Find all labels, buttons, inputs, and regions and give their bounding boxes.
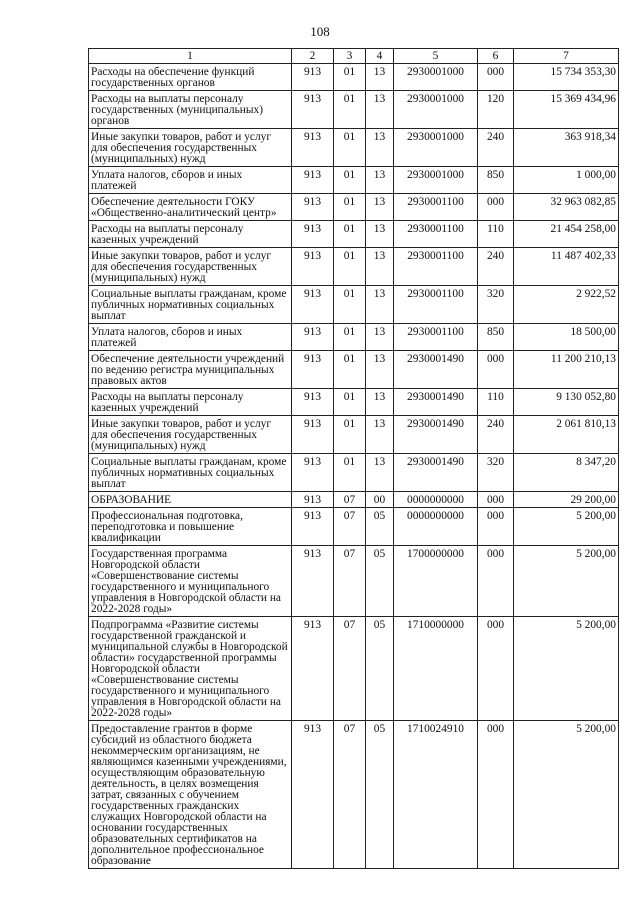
amount-cell: 1 000,00 xyxy=(514,167,619,194)
section-code-cell: 01 xyxy=(334,91,366,129)
section-code-cell: 07 xyxy=(334,492,366,508)
ministry-code-cell: 913 xyxy=(292,91,334,129)
row-name-cell: Уплата налогов, сборов и иных платежей xyxy=(89,324,292,351)
table-row xyxy=(89,721,619,869)
expense-type-cell: 000 xyxy=(478,492,514,508)
subsection-code-cell: 05 xyxy=(366,721,394,869)
row-name-cell: Социальные выплаты гражданам, кроме публичных нормативных социальных выплат xyxy=(89,454,292,492)
row-name-cell: Иные закупки товаров, работ и услуг для обеспечения государственных (муниципальных) нужд xyxy=(89,416,292,454)
ministry-code-cell: 913 xyxy=(292,546,334,617)
table-row xyxy=(89,286,619,324)
row-name-cell: Расходы на обеспечение функций государственных органов xyxy=(89,64,292,91)
ministry-code-cell: 913 xyxy=(292,389,334,416)
subsection-code-cell: 05 xyxy=(366,546,394,617)
section-code-cell: 01 xyxy=(334,194,366,221)
expense-type-cell: 240 xyxy=(478,129,514,167)
expense-type-cell: 240 xyxy=(478,248,514,286)
target-article-cell: 2930001000 xyxy=(394,167,478,194)
expense-type-cell: 000 xyxy=(478,351,514,389)
ministry-code-cell: 913 xyxy=(292,286,334,324)
table-row xyxy=(89,508,619,546)
expense-type-cell: 320 xyxy=(478,286,514,324)
table-row xyxy=(89,64,619,91)
section-code-cell: 01 xyxy=(334,64,366,91)
row-name-cell: Уплата налогов, сборов и иных платежей xyxy=(89,167,292,194)
subsection-code-cell: 13 xyxy=(366,167,394,194)
subsection-code-cell: 13 xyxy=(366,286,394,324)
amount-cell: 8 347,20 xyxy=(514,454,619,492)
target-article-cell: 2930001490 xyxy=(394,389,478,416)
table-row xyxy=(89,454,619,492)
ministry-code-cell: 913 xyxy=(292,194,334,221)
column-header: 5 xyxy=(394,49,478,64)
target-article-cell: 1710024910 xyxy=(394,721,478,869)
subsection-code-cell: 13 xyxy=(366,129,394,167)
subsection-code-cell: 13 xyxy=(366,248,394,286)
target-article-cell: 0000000000 xyxy=(394,508,478,546)
ministry-code-cell: 913 xyxy=(292,492,334,508)
section-code-cell: 01 xyxy=(334,351,366,389)
table-row xyxy=(89,221,619,248)
table-row xyxy=(89,351,619,389)
target-article-cell: 0000000000 xyxy=(394,492,478,508)
column-header: 2 xyxy=(292,49,334,64)
amount-cell: 29 200,00 xyxy=(514,492,619,508)
section-code-cell: 07 xyxy=(334,508,366,546)
table-row xyxy=(89,129,619,167)
section-code-cell: 01 xyxy=(334,454,366,492)
table-row xyxy=(89,416,619,454)
ministry-code-cell: 913 xyxy=(292,351,334,389)
table-row xyxy=(89,194,619,221)
row-name-cell: Иные закупки товаров, работ и услуг для обеспечения государственных (муниципальных) нужд xyxy=(89,248,292,286)
subsection-code-cell: 13 xyxy=(366,324,394,351)
ministry-code-cell: 913 xyxy=(292,167,334,194)
ministry-code-cell: 913 xyxy=(292,129,334,167)
table-row xyxy=(89,167,619,194)
subsection-code-cell: 13 xyxy=(366,454,394,492)
target-article-cell: 2930001100 xyxy=(394,324,478,351)
section-code-cell: 01 xyxy=(334,389,366,416)
expense-type-cell: 850 xyxy=(478,167,514,194)
expense-type-cell: 110 xyxy=(478,389,514,416)
ministry-code-cell: 913 xyxy=(292,617,334,721)
table-row xyxy=(89,324,619,351)
expense-type-cell: 000 xyxy=(478,64,514,91)
target-article-cell: 1710000000 xyxy=(394,617,478,721)
target-article-cell: 2930001100 xyxy=(394,248,478,286)
section-code-cell: 01 xyxy=(334,221,366,248)
section-code-cell: 01 xyxy=(334,248,366,286)
expense-type-cell: 000 xyxy=(478,508,514,546)
target-article-cell: 2930001000 xyxy=(394,129,478,167)
ministry-code-cell: 913 xyxy=(292,221,334,248)
target-article-cell: 2930001000 xyxy=(394,91,478,129)
subsection-code-cell: 13 xyxy=(366,64,394,91)
row-name-cell: Иные закупки товаров, работ и услуг для обеспечения государственных (муниципальных) нужд xyxy=(89,129,292,167)
amount-cell: 5 200,00 xyxy=(514,508,619,546)
row-name-cell: Расходы на выплаты персоналу государственных (муниципальных) органов xyxy=(89,91,292,129)
expense-type-cell: 240 xyxy=(478,416,514,454)
page-number: 108 xyxy=(310,24,330,39)
table-row xyxy=(89,617,619,721)
expense-type-cell: 000 xyxy=(478,194,514,221)
target-article-cell: 2930001490 xyxy=(394,454,478,492)
subsection-code-cell: 13 xyxy=(366,194,394,221)
subsection-code-cell: 13 xyxy=(366,389,394,416)
table-row xyxy=(89,492,619,508)
ministry-code-cell: 913 xyxy=(292,454,334,492)
target-article-cell: 2930001100 xyxy=(394,221,478,248)
ministry-code-cell: 913 xyxy=(292,64,334,91)
amount-cell: 15 369 434,96 xyxy=(514,91,619,129)
amount-cell: 2 061 810,13 xyxy=(514,416,619,454)
section-code-cell: 07 xyxy=(334,721,366,869)
target-article-cell: 1700000000 xyxy=(394,546,478,617)
ministry-code-cell: 913 xyxy=(292,248,334,286)
table-body xyxy=(89,64,619,869)
amount-cell: 32 963 082,85 xyxy=(514,194,619,221)
subsection-code-cell: 13 xyxy=(366,221,394,248)
section-code-cell: 01 xyxy=(334,167,366,194)
row-name-cell: Обеспечение деятельности ГОКУ «Общественно-аналитический центр» xyxy=(89,194,292,221)
ministry-code-cell: 913 xyxy=(292,508,334,546)
column-header: 4 xyxy=(366,49,394,64)
row-name-cell: ОБРАЗОВАНИЕ xyxy=(89,492,292,508)
column-header: 1 xyxy=(89,49,292,64)
ministry-code-cell: 913 xyxy=(292,721,334,869)
budget-table xyxy=(88,48,619,869)
table-row xyxy=(89,91,619,129)
expense-type-cell: 320 xyxy=(478,454,514,492)
amount-cell: 2 922,52 xyxy=(514,286,619,324)
table-row xyxy=(89,389,619,416)
header-row xyxy=(89,49,619,64)
amount-cell: 363 918,34 xyxy=(514,129,619,167)
section-code-cell: 07 xyxy=(334,617,366,721)
subsection-code-cell: 05 xyxy=(366,508,394,546)
amount-cell: 18 500,00 xyxy=(514,324,619,351)
target-article-cell: 2930001490 xyxy=(394,351,478,389)
target-article-cell: 2930001490 xyxy=(394,416,478,454)
row-name-cell: Предоставление грантов в форме субсидий из областного бюджета некоммерческим организациям, не являющимся казенными учреждениями, осуществляющим образовательную деятельность, в целях возмещения затрат, связанных с обучением государственных гражданских служащих Новгородской области на основании государственных образовательных сертификатов на дополнительное профессиональное образование xyxy=(89,721,292,869)
row-name-cell: Государственная программа Новгородской области «Совершенствование системы государственного и муниципального управления в Новгородской области на 2022-2028 годы» xyxy=(89,546,292,617)
row-name-cell: Расходы на выплаты персоналу казенных учреждений xyxy=(89,389,292,416)
amount-cell: 9 130 052,80 xyxy=(514,389,619,416)
subsection-code-cell: 00 xyxy=(366,492,394,508)
section-code-cell: 01 xyxy=(334,286,366,324)
section-code-cell: 07 xyxy=(334,546,366,617)
expense-type-cell: 000 xyxy=(478,617,514,721)
row-name-cell: Обеспечение деятельности учреждений по ведению регистра муниципальных правовых актов xyxy=(89,351,292,389)
subsection-code-cell: 05 xyxy=(366,617,394,721)
section-code-cell: 01 xyxy=(334,129,366,167)
ministry-code-cell: 913 xyxy=(292,324,334,351)
subsection-code-cell: 13 xyxy=(366,91,394,129)
amount-cell: 15 734 353,30 xyxy=(514,64,619,91)
expense-type-cell: 850 xyxy=(478,324,514,351)
row-name-cell: Расходы на выплаты персоналу казенных учреждений xyxy=(89,221,292,248)
column-header: 6 xyxy=(478,49,514,64)
expense-type-cell: 110 xyxy=(478,221,514,248)
expense-type-cell: 000 xyxy=(478,546,514,617)
target-article-cell: 2930001100 xyxy=(394,194,478,221)
expense-type-cell: 000 xyxy=(478,721,514,869)
row-name-cell: Профессиональная подготовка, переподготовка и повышение квалификации xyxy=(89,508,292,546)
amount-cell: 11 487 402,33 xyxy=(514,248,619,286)
column-header: 7 xyxy=(514,49,619,64)
amount-cell: 21 454 258,00 xyxy=(514,221,619,248)
section-code-cell: 01 xyxy=(334,416,366,454)
row-name-cell: Социальные выплаты гражданам, кроме публичных нормативных социальных выплат xyxy=(89,286,292,324)
ministry-code-cell: 913 xyxy=(292,416,334,454)
subsection-code-cell: 13 xyxy=(366,351,394,389)
amount-cell: 5 200,00 xyxy=(514,617,619,721)
expense-type-cell: 120 xyxy=(478,91,514,129)
column-header: 3 xyxy=(334,49,366,64)
table-row xyxy=(89,546,619,617)
target-article-cell: 2930001100 xyxy=(394,286,478,324)
amount-cell: 5 200,00 xyxy=(514,546,619,617)
subsection-code-cell: 13 xyxy=(366,416,394,454)
amount-cell: 5 200,00 xyxy=(514,721,619,869)
section-code-cell: 01 xyxy=(334,324,366,351)
row-name-cell: Подпрограмма «Развитие системы государственной гражданской и муниципальной службы в Новгородской области» государственной программы Новгородской области «Совершенствование системы государственного и муниципального управления в Новгородской области на 2022-2028 годы» xyxy=(89,617,292,721)
target-article-cell: 2930001000 xyxy=(394,64,478,91)
amount-cell: 11 200 210,13 xyxy=(514,351,619,389)
table-row xyxy=(89,248,619,286)
